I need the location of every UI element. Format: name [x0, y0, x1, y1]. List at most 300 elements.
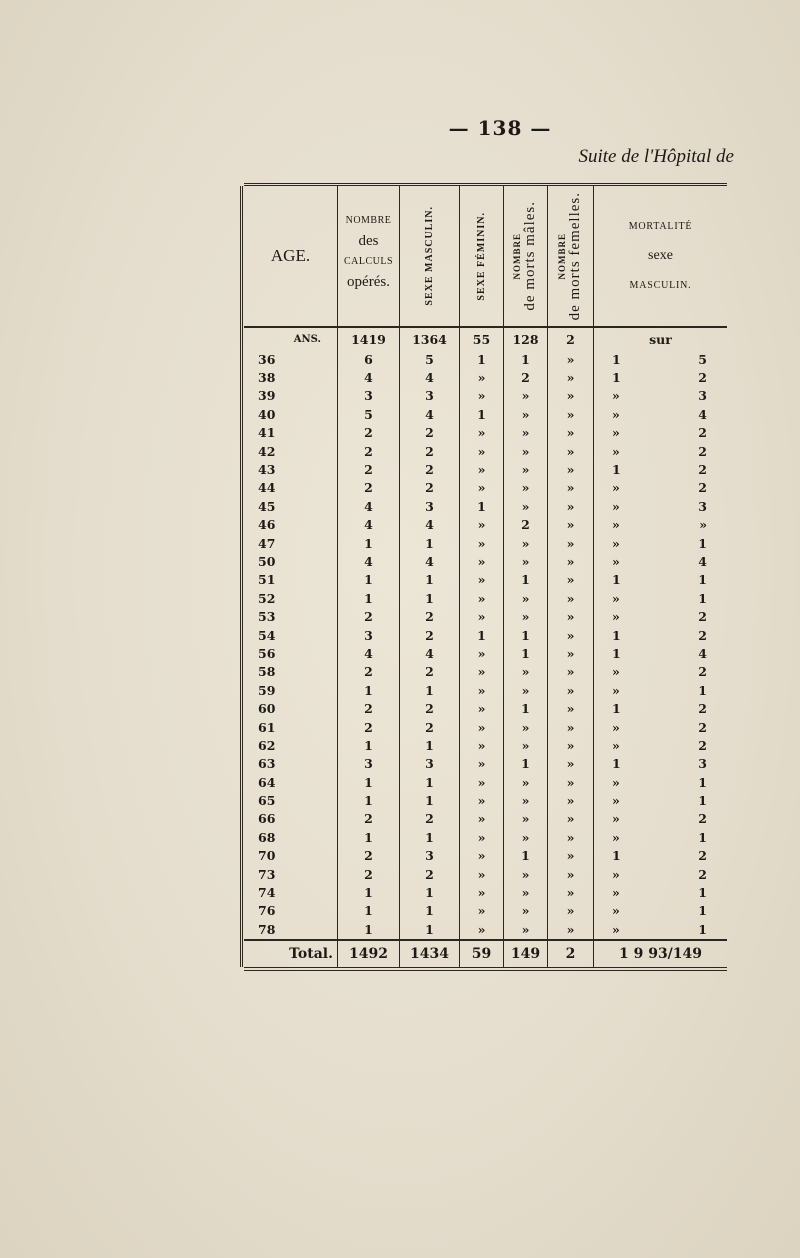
cell-masc: 1 [400, 791, 460, 809]
cell-fem: » [460, 883, 504, 901]
cell-mortalite-a: » [612, 829, 620, 845]
cell-fem: » [460, 736, 504, 754]
cell-mf: » [548, 534, 594, 552]
cell-calc: 2 [338, 847, 400, 865]
table-row [244, 920, 727, 938]
header-calculs-bottom: opérés. [347, 273, 390, 290]
cell-mortalite [594, 626, 727, 644]
cell-fem: » [460, 773, 504, 791]
cell-fem: » [460, 644, 504, 662]
cell-age: 52 [244, 589, 338, 607]
cell-mortalite-a: » [612, 903, 620, 919]
table-row [244, 663, 727, 681]
cell-mf: » [548, 368, 594, 386]
cell-age: 68 [244, 828, 338, 846]
cell-mortalite-b: 3 [698, 498, 707, 514]
cell-calc: 1 [338, 571, 400, 589]
total-row [244, 939, 727, 967]
cell-masc: 1 [400, 571, 460, 589]
cell-mm: » [504, 718, 548, 736]
cell-mortalite [594, 883, 727, 901]
ans-mf: 2 [548, 328, 594, 350]
cell-age: 45 [244, 497, 338, 515]
cell-age: 61 [244, 718, 338, 736]
cell-calc: 3 [338, 626, 400, 644]
cell-age: 73 [244, 865, 338, 883]
cell-fem: » [460, 920, 504, 938]
cell-fem: » [460, 387, 504, 405]
cell-calc: 4 [338, 552, 400, 570]
table-row [244, 626, 727, 644]
cell-mf: » [548, 350, 594, 368]
cell-calc: 1 [338, 681, 400, 699]
table-body [244, 328, 727, 939]
cell-mm: » [504, 920, 548, 938]
cell-age: 38 [244, 368, 338, 386]
cell-calc: 1 [338, 920, 400, 938]
cell-mortalite-b: 4 [698, 645, 707, 661]
cell-mortalite-b: 3 [698, 756, 707, 772]
cell-mm: » [504, 534, 548, 552]
cell-calc: 5 [338, 405, 400, 423]
cell-fem: 1 [460, 626, 504, 644]
header-age: AGE. [244, 186, 338, 326]
cell-calc: 2 [338, 479, 400, 497]
cell-mm: » [504, 479, 548, 497]
cell-age: 64 [244, 773, 338, 791]
statistics-table [244, 183, 727, 971]
cell-calc: 1 [338, 589, 400, 607]
header-mortalite-sexe: sexe [648, 248, 673, 263]
table-row [244, 828, 727, 846]
cell-mf: » [548, 387, 594, 405]
cell-mm: 1 [504, 350, 548, 368]
total-mort: 1 9 93/149 [618, 945, 703, 962]
cell-fem: » [460, 534, 504, 552]
table-row [244, 847, 727, 865]
cell-age: 39 [244, 387, 338, 405]
cell-mm: » [504, 736, 548, 754]
cell-mortalite-b: 1 [698, 903, 707, 919]
cell-mm: » [504, 865, 548, 883]
cell-masc: 2 [400, 424, 460, 442]
cell-mortalite-a: 1 [612, 572, 621, 588]
cell-mortalite-a: 1 [612, 701, 621, 717]
table-row [244, 516, 727, 534]
cell-mortalite [594, 847, 727, 865]
cell-mortalite-a: » [612, 425, 620, 441]
cell-mortalite [594, 368, 727, 386]
cell-mortalite [594, 589, 727, 607]
cell-mortalite-a: » [612, 609, 620, 625]
cell-mf: » [548, 736, 594, 754]
cell-masc: 2 [400, 810, 460, 828]
cell-calc: 1 [338, 883, 400, 901]
table-row [244, 865, 727, 883]
cell-calc: 1 [338, 773, 400, 791]
cell-mm: 1 [504, 644, 548, 662]
cell-masc: 1 [400, 828, 460, 846]
ans-mm: 128 [504, 328, 548, 350]
cell-age: 63 [244, 755, 338, 773]
cell-mortalite-a: 1 [612, 645, 621, 661]
cell-mm: » [504, 405, 548, 423]
cell-age: 42 [244, 442, 338, 460]
cell-age: 70 [244, 847, 338, 865]
cell-mortalite-a: 1 [612, 462, 621, 478]
cell-mm: » [504, 883, 548, 901]
cell-mortalite-a: » [612, 682, 620, 698]
cell-mortalite-b: 2 [698, 866, 707, 882]
cell-mm: 1 [504, 571, 548, 589]
cell-mm: 1 [504, 626, 548, 644]
cell-mm: » [504, 497, 548, 515]
header-calculs-caps: CALCULS [343, 256, 394, 267]
cell-masc: 1 [400, 681, 460, 699]
cell-mf: » [548, 699, 594, 717]
cell-mf: » [548, 442, 594, 460]
cell-calc: 2 [338, 810, 400, 828]
cell-mf: » [548, 405, 594, 423]
cell-mortalite-a: » [612, 793, 620, 809]
cell-mortalite [594, 718, 727, 736]
cell-calc: 1 [338, 828, 400, 846]
cell-mm: » [504, 681, 548, 699]
cell-calc: 2 [338, 607, 400, 625]
cell-mortalite-a: » [612, 921, 620, 937]
page-number: — 138 — [448, 116, 552, 140]
cell-fem: 1 [460, 405, 504, 423]
cell-mortalite [594, 810, 727, 828]
table-row [244, 387, 727, 405]
cell-masc: 3 [400, 497, 460, 515]
table-left-rule [240, 186, 243, 967]
cell-masc: 1 [400, 589, 460, 607]
cell-mortalite-b: 1 [698, 774, 707, 790]
cell-mortalite [594, 479, 727, 497]
cell-calc: 4 [338, 516, 400, 534]
cell-mf: » [548, 828, 594, 846]
cell-mortalite-b: 2 [698, 848, 707, 864]
cell-mortalite [594, 865, 727, 883]
cell-mf: » [548, 497, 594, 515]
cell-masc: 4 [400, 552, 460, 570]
cell-mortalite-b: 4 [698, 553, 707, 569]
cell-masc: 4 [400, 405, 460, 423]
table-row [244, 534, 727, 552]
table-row [244, 571, 727, 589]
cell-fem: » [460, 681, 504, 699]
table-row [244, 479, 727, 497]
total-fem: 59 [460, 941, 504, 967]
cell-mf: » [548, 755, 594, 773]
cell-mortalite [594, 644, 727, 662]
table-row [244, 902, 727, 920]
cell-mortalite-a: » [612, 774, 620, 790]
cell-mm: » [504, 387, 548, 405]
running-title: Suite de l'Hôpital de [578, 146, 734, 167]
cell-fem: » [460, 424, 504, 442]
cell-mortalite-b: 1 [698, 535, 707, 551]
table-row [244, 424, 727, 442]
cell-mortalite-b: 2 [698, 443, 707, 459]
cell-mortalite [594, 828, 727, 846]
cell-mortalite [594, 387, 727, 405]
cell-mf: » [548, 718, 594, 736]
cell-mortalite [594, 663, 727, 681]
cell-mf: » [548, 810, 594, 828]
cell-mortalite [594, 736, 727, 754]
cell-mortalite-b: 2 [698, 480, 707, 496]
table-row [244, 883, 727, 901]
cell-age: 50 [244, 552, 338, 570]
cell-calc: 2 [338, 460, 400, 478]
cell-mortalite [594, 681, 727, 699]
cell-fem: 1 [460, 350, 504, 368]
cell-calc: 6 [338, 350, 400, 368]
cell-mortalite-b: 2 [698, 719, 707, 735]
cell-mortalite-a: » [612, 811, 620, 827]
cell-mf: » [548, 516, 594, 534]
header-morts-males [504, 186, 548, 326]
cell-calc: 4 [338, 497, 400, 515]
cell-masc: 2 [400, 718, 460, 736]
cell-age: 56 [244, 644, 338, 662]
cell-age: 54 [244, 626, 338, 644]
cell-mortalite-b: » [699, 517, 707, 533]
cell-mm: » [504, 791, 548, 809]
cell-mortalite-b: 2 [698, 462, 707, 478]
cell-fem: » [460, 902, 504, 920]
cell-fem: 1 [460, 497, 504, 515]
cell-mortalite-b: 2 [698, 425, 707, 441]
cell-masc: 1 [400, 534, 460, 552]
cell-masc: 4 [400, 368, 460, 386]
cell-mf: » [548, 773, 594, 791]
cell-mortalite-a: » [612, 737, 620, 753]
table-row [244, 552, 727, 570]
cell-mortalite-b: 4 [698, 406, 707, 422]
cell-age: 46 [244, 516, 338, 534]
cell-masc: 2 [400, 865, 460, 883]
total-mf: 2 [548, 941, 594, 967]
cell-mortalite-b: 2 [698, 609, 707, 625]
cell-fem: » [460, 699, 504, 717]
cell-mortalite-b: 2 [698, 811, 707, 827]
cell-mortalite-b: 1 [698, 793, 707, 809]
cell-mm: » [504, 442, 548, 460]
cell-fem: » [460, 847, 504, 865]
cell-mortalite-b: 2 [698, 737, 707, 753]
cell-masc: 2 [400, 479, 460, 497]
cell-mf: » [548, 424, 594, 442]
cell-mortalite-a: 1 [612, 351, 621, 367]
cell-mm: » [504, 902, 548, 920]
cell-calc: 2 [338, 699, 400, 717]
table-row [244, 718, 727, 736]
table-row [244, 681, 727, 699]
cell-age: 47 [244, 534, 338, 552]
cell-calc: 2 [338, 865, 400, 883]
cell-calc: 2 [338, 663, 400, 681]
cell-masc: 4 [400, 516, 460, 534]
cell-mortalite-b: 2 [698, 664, 707, 680]
cell-mf: » [548, 479, 594, 497]
cell-masc: 2 [400, 626, 460, 644]
cell-fem: » [460, 460, 504, 478]
cell-mortalite-b: 2 [698, 627, 707, 643]
cell-fem: » [460, 791, 504, 809]
table-row [244, 460, 727, 478]
cell-masc: 2 [400, 442, 460, 460]
cell-mortalite [594, 920, 727, 938]
cell-mortalite [594, 571, 727, 589]
cell-fem: » [460, 571, 504, 589]
ans-fem: 55 [460, 328, 504, 350]
cell-mf: » [548, 552, 594, 570]
cell-mortalite-b: 5 [698, 351, 707, 367]
cell-mortalite-a: » [612, 590, 620, 606]
cell-mortalite-a: » [612, 866, 620, 882]
cell-mortalite-a: » [612, 664, 620, 680]
cell-mf: » [548, 626, 594, 644]
cell-mortalite-a: » [612, 443, 620, 459]
header-calculs-top: NOMBRE [345, 215, 392, 227]
cell-age: 65 [244, 791, 338, 809]
cell-mortalite [594, 755, 727, 773]
cell-fem: » [460, 479, 504, 497]
cell-calc: 1 [338, 791, 400, 809]
cell-masc: 3 [400, 387, 460, 405]
cell-mf: » [548, 644, 594, 662]
cell-age: 78 [244, 920, 338, 938]
cell-age: 40 [244, 405, 338, 423]
ans-mort: sur [649, 331, 672, 347]
cell-mortalite-b: 1 [698, 682, 707, 698]
cell-mf: » [548, 607, 594, 625]
cell-fem: » [460, 516, 504, 534]
table-row [244, 810, 727, 828]
header-morts-femelles-small: NOMBRE [557, 232, 567, 280]
cell-masc: 2 [400, 663, 460, 681]
table-row [244, 442, 727, 460]
cell-age: 41 [244, 424, 338, 442]
cell-mf: » [548, 865, 594, 883]
cell-calc: 3 [338, 755, 400, 773]
cell-age: 76 [244, 902, 338, 920]
cell-mortalite-b: 1 [698, 572, 707, 588]
cell-mortalite-a: » [612, 719, 620, 735]
header-calculs [338, 186, 400, 326]
cell-masc: 2 [400, 607, 460, 625]
table-row [244, 644, 727, 662]
cell-fem: » [460, 828, 504, 846]
cell-mf: » [548, 589, 594, 607]
header-mortalite-bottom: MASCULIN. [629, 280, 692, 291]
table-row [244, 589, 727, 607]
cell-age: 53 [244, 607, 338, 625]
cell-fem: » [460, 442, 504, 460]
cell-mortalite-b: 2 [698, 370, 707, 386]
cell-age: 58 [244, 663, 338, 681]
cell-age: 66 [244, 810, 338, 828]
cell-masc: 1 [400, 773, 460, 791]
cell-mm: » [504, 552, 548, 570]
cell-fem: » [460, 718, 504, 736]
cell-mf: » [548, 571, 594, 589]
cell-mortalite [594, 534, 727, 552]
cell-calc: 1 [338, 902, 400, 920]
cell-mortalite [594, 442, 727, 460]
table-row [244, 773, 727, 791]
cell-age: 43 [244, 460, 338, 478]
cell-masc: 2 [400, 460, 460, 478]
cell-masc: 1 [400, 920, 460, 938]
cell-mortalite [594, 460, 727, 478]
cell-masc: 1 [400, 883, 460, 901]
cell-mm: » [504, 773, 548, 791]
cell-age: 60 [244, 699, 338, 717]
cell-mortalite [594, 552, 727, 570]
cell-fem: » [460, 663, 504, 681]
cell-mf: » [548, 460, 594, 478]
table-row [244, 350, 727, 368]
table-row [244, 699, 727, 717]
cell-mortalite-b: 3 [698, 388, 707, 404]
cell-masc: 2 [400, 699, 460, 717]
table-row [244, 607, 727, 625]
cell-mortalite-a: » [612, 406, 620, 422]
cell-mortalite-a: » [612, 535, 620, 551]
cell-mf: » [548, 883, 594, 901]
total-calc: 1492 [338, 941, 400, 967]
cell-fem: » [460, 865, 504, 883]
cell-masc: 3 [400, 847, 460, 865]
cell-age: 62 [244, 736, 338, 754]
cell-mortalite [594, 350, 727, 368]
ans-age: ANS. [244, 328, 338, 350]
cell-mortalite-a: » [612, 553, 620, 569]
cell-mortalite-a: 1 [612, 627, 621, 643]
cell-mortalite-a: » [612, 498, 620, 514]
cell-mm: » [504, 828, 548, 846]
cell-fem: » [460, 589, 504, 607]
cell-fem: » [460, 810, 504, 828]
cell-mm: » [504, 589, 548, 607]
table-row [244, 791, 727, 809]
cell-mortalite-b: 1 [698, 829, 707, 845]
total-age: Total. [244, 941, 338, 967]
cell-mm: 1 [504, 699, 548, 717]
cell-mortalite [594, 699, 727, 717]
cell-mf: » [548, 920, 594, 938]
cell-mf: » [548, 902, 594, 920]
cell-mm: 2 [504, 516, 548, 534]
cell-mortalite-a: 1 [612, 370, 621, 386]
cell-mf: » [548, 791, 594, 809]
ans-calc: 1419 [338, 328, 400, 350]
cell-mm: 2 [504, 368, 548, 386]
cell-calc: 1 [338, 736, 400, 754]
cell-mortalite-a: » [612, 388, 620, 404]
cell-mortalite-b: 1 [698, 590, 707, 606]
cell-age: 74 [244, 883, 338, 901]
header-morts-femelles-big: de morts femelles. [567, 191, 583, 321]
cell-masc: 1 [400, 902, 460, 920]
cell-calc: 4 [338, 368, 400, 386]
cell-calc: 1 [338, 534, 400, 552]
table-row [244, 368, 727, 386]
